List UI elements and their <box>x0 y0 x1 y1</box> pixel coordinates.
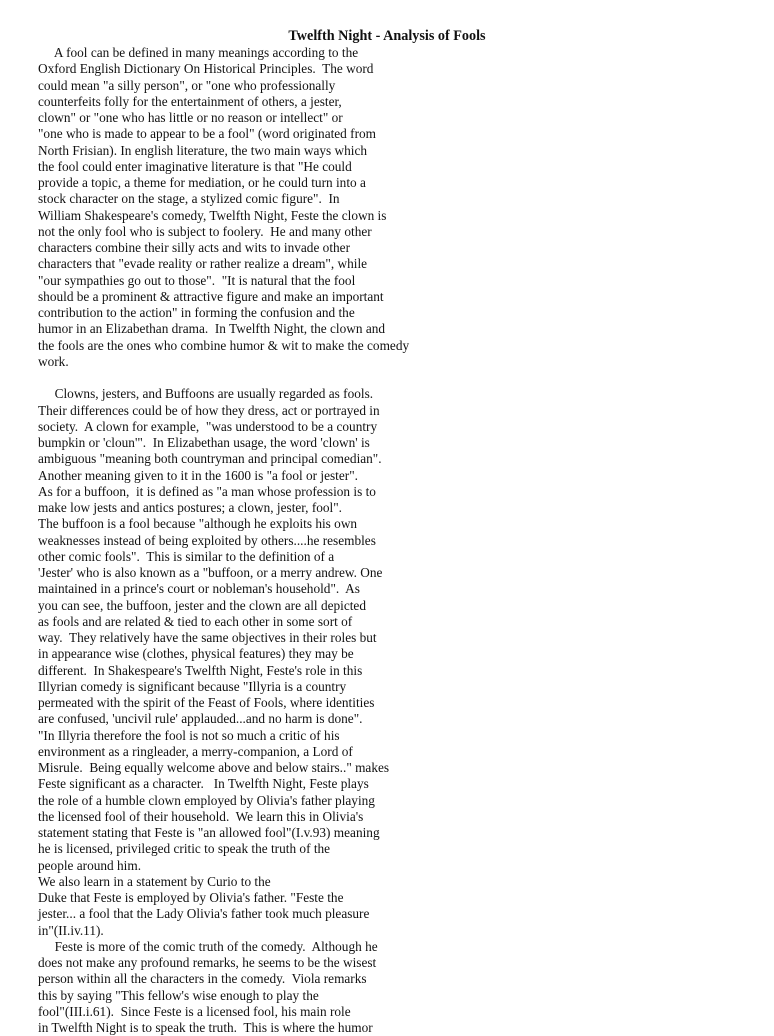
text-line: in Twelfth Night is to speak the truth. This is where the humor <box>38 1020 373 1035</box>
text-line: permeated with the spirit of the Feast of Fools, where identities <box>38 695 375 710</box>
text-line: A fool can be defined in many meanings according to the <box>38 45 359 60</box>
text-line: The buffoon is a fool because "although he exploits his own <box>38 516 358 532</box>
text-line: "one who is made to appear to be a fool" (word originated from <box>38 126 377 142</box>
text-line: humor in an Elizabethan drama. In Twelfth Night, the clown and <box>38 321 386 337</box>
text-line: environment as a ringleader, a merry-companion, a Lord of <box>38 743 353 759</box>
text-line: as fools and are related & tied to each other in some sort of <box>38 613 353 629</box>
text-line: clown" or "one who has little or no reason or intellect" or <box>38 110 343 125</box>
text-line: Feste significant as a character. In Twelfth Night, Feste plays <box>38 776 369 792</box>
text-line: does not make any profound remarks, he seems to be the wisest <box>38 955 377 970</box>
text-line: the licensed fool of their household. We learn this in Olivia's <box>38 808 364 824</box>
text-line: way. They relatively have the same objectives in their roles but <box>38 630 377 645</box>
text-line: this by saying "This fellow's wise enough to play the <box>38 987 319 1003</box>
text-line: characters combine their silly acts and wits to invade other <box>38 240 351 255</box>
text-line: "In Illyria therefore the fool is not so much a critic of his <box>38 727 340 743</box>
text-line: William Shakespeare's comedy, Twelfth Night, Feste the clown is <box>38 207 387 223</box>
text-line: characters that "evade reality or rather realize a dream", while <box>38 256 368 272</box>
paragraph-2 <box>38 386 478 1036</box>
text-line: stock character on the stage, a stylized comic figure". In <box>38 191 340 207</box>
text-line: should be a prominent & attractive figure and make an important <box>38 288 384 304</box>
text-line: make low jests and antics postures; a clown, jester, fool". <box>38 500 343 515</box>
text-line: As for a buffoon, it is defined as "a man whose profession is to <box>38 483 376 499</box>
document-body <box>38 45 478 1036</box>
text-line: counterfeits folly for the entertainment of others, a jester, <box>38 93 342 109</box>
text-line: ambiguous "meaning both countryman and principal comedian". <box>38 451 382 467</box>
text-line: Clowns, jesters, and Buffoons are usually regarded as fools. <box>38 386 374 402</box>
paragraph-1 <box>38 45 478 370</box>
text-line: not the only fool who is subject to foolery. He and many other <box>38 223 372 239</box>
paragraph-gap <box>38 370 478 386</box>
text-line: are confused, 'uncivil rule' applauded...and no harm is done". <box>38 711 363 727</box>
text-line: contribution to the action" in forming the confusion and the <box>38 305 355 320</box>
text-line: the fool could enter imaginative literature is that "He could <box>38 158 352 174</box>
document-title: Twelfth Night - Analysis of Fools <box>288 28 486 44</box>
text-line: bumpkin or 'cloun'". In Elizabethan usage, the word 'clown' is <box>38 435 370 450</box>
text-line: fool"(III.i.61). Since Feste is a licensed fool, his main role <box>38 1003 351 1019</box>
text-line: provide a topic, a theme for mediation, or he could turn into a <box>38 175 366 190</box>
text-line: person within all the characters in the comedy. Viola remarks <box>38 971 367 987</box>
text-line: different. In Shakespeare's Twelfth Night, Feste's role in this <box>38 662 363 678</box>
text-line: 'Jester' who is also known as a "buffoon, or a merry andrew. One <box>38 565 383 580</box>
text-line: in"(II.iv.11). <box>38 922 104 938</box>
text-line: Feste is more of the comic truth of the comedy. Although he <box>38 938 378 954</box>
text-line: "our sympathies go out to those". "It is natural that the fool <box>38 272 356 288</box>
text-line: you can see, the buffoon, jester and the clown are all depicted <box>38 597 366 613</box>
text-line: work. <box>38 353 69 369</box>
text-line: Duke that Feste is employed by Olivia's father. "Feste the <box>38 890 344 905</box>
text-line: weaknesses instead of being exploited by others....he resembles <box>38 532 376 548</box>
text-line: North Frisian). In english literature, the two main ways which <box>38 142 368 158</box>
text-line: in appearance wise (clothes, physical features) they may be <box>38 646 354 662</box>
text-line: We also learn in a statement by Curio to the <box>38 873 271 889</box>
text-line: could mean "a silly person", or "one who professionally <box>38 77 336 93</box>
text-line: Oxford English Dictionary On Historical Principles. The word <box>38 61 374 77</box>
text-line: Illyrian comedy is significant because "Illyria is a country <box>38 678 347 694</box>
text-line: maintained in a prince's court or nobleman's household". As <box>38 581 360 597</box>
text-line: other comic fools". This is similar to the definition of a <box>38 548 335 564</box>
text-line: people around him. <box>38 857 142 873</box>
text-line: he is licensed, privileged critic to speak the truth of the <box>38 841 331 857</box>
text-line: Another meaning given to it in the 1600 is "a fool or jester". <box>38 467 358 483</box>
text-line: Misrule. Being equally welcome above and below stairs.." makes <box>38 760 390 775</box>
text-line: the fools are the ones who combine humor & wit to make the comedy <box>38 337 410 353</box>
text-line: Their differences could be of how they dress, act or portrayed in <box>38 402 380 418</box>
text-line: jester... a fool that the Lady Olivia's father took much pleasure <box>38 906 370 922</box>
text-line: the role of a humble clown employed by Olivia's father playing <box>38 792 375 808</box>
text-line: society. A clown for example, "was understood to be a country <box>38 418 378 434</box>
text-line: statement stating that Feste is "an allowed fool"(I.v.93) meaning <box>38 825 380 840</box>
